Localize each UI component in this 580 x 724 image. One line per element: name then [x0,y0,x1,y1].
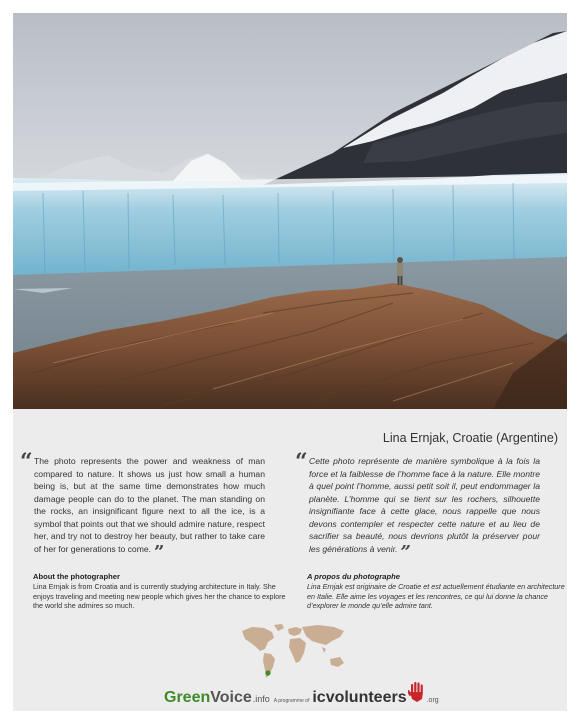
greenvoice-logo-voice: Voice [210,689,252,706]
red-hand-icon [408,682,426,702]
greenvoice-logo-green: Green [164,689,211,706]
about-photographer-en [33,572,293,611]
about-text-en: Lina Ernjak is from Croatia and is currently studying architecture in Italy. She enjoys traveling and meeting new people which gives her the chance to explore the world she admires so much. [33,582,286,611]
glacier-photo [13,13,567,409]
about-title-en: About the photographer [33,572,120,581]
quote-english-text: The photo represents the power and weakness of man compared to nature. It shows us just how small a human being is, but at the same time demonstrates how much damage people can do to the planet. The man standing on the rocks, an insignificant figure next to all the ice, is a symbol that points out that we should admire nature, respect her, and try not to destroy her beauty, but rather to take care of her for generations to come. [34,456,265,554]
quote-french-body [309,455,540,563]
footer-logos [164,682,439,706]
about-text-fr: Lina Ernjak est originaire de Croatie et est actuellement étudiante en architecture en Italie. Elle aime les voyages et les rencontres, ce qui lui donne la chance d’explorer le monde qu’elle admire tant. [307,582,565,611]
quote-french-text: Cette photo représente de manière symbolique à la fois la force et la faiblesse de l’homme face à la nature. Elle montre à quel point l’homme, aussi petit soit il, peut endommager la planète. L’homme qui se tient sur les rochers, silhouette insignifiante face à cette glace, nous rappelle que nous devons contempler et respecter cette nature et au lieu de sacrifier sa beauté, nous devrions plutôt la préserver pour les générations à venir. [309,456,540,554]
about-title-fr: A propos du photographe [307,572,400,581]
quote-french [295,449,540,563]
photo-caption: Lina Ernjak, Croatie (Argentine) [382,431,558,445]
greenvoice-logo-info: .info [252,694,270,704]
world-map-icon [238,623,353,681]
programme-label: A programme of [273,698,310,704]
quote-english [20,449,265,563]
close-quote-mark: ” [154,541,165,563]
about-photographer-fr [307,572,567,611]
icvolunteers-logo-text: icvolunteers [312,689,407,706]
quote-english-body [34,455,265,563]
open-quote-mark: “ [295,449,308,475]
open-quote-mark: “ [20,449,33,475]
close-quote-mark: ” [400,541,411,563]
icvolunteers-logo-org: .org [426,697,439,704]
